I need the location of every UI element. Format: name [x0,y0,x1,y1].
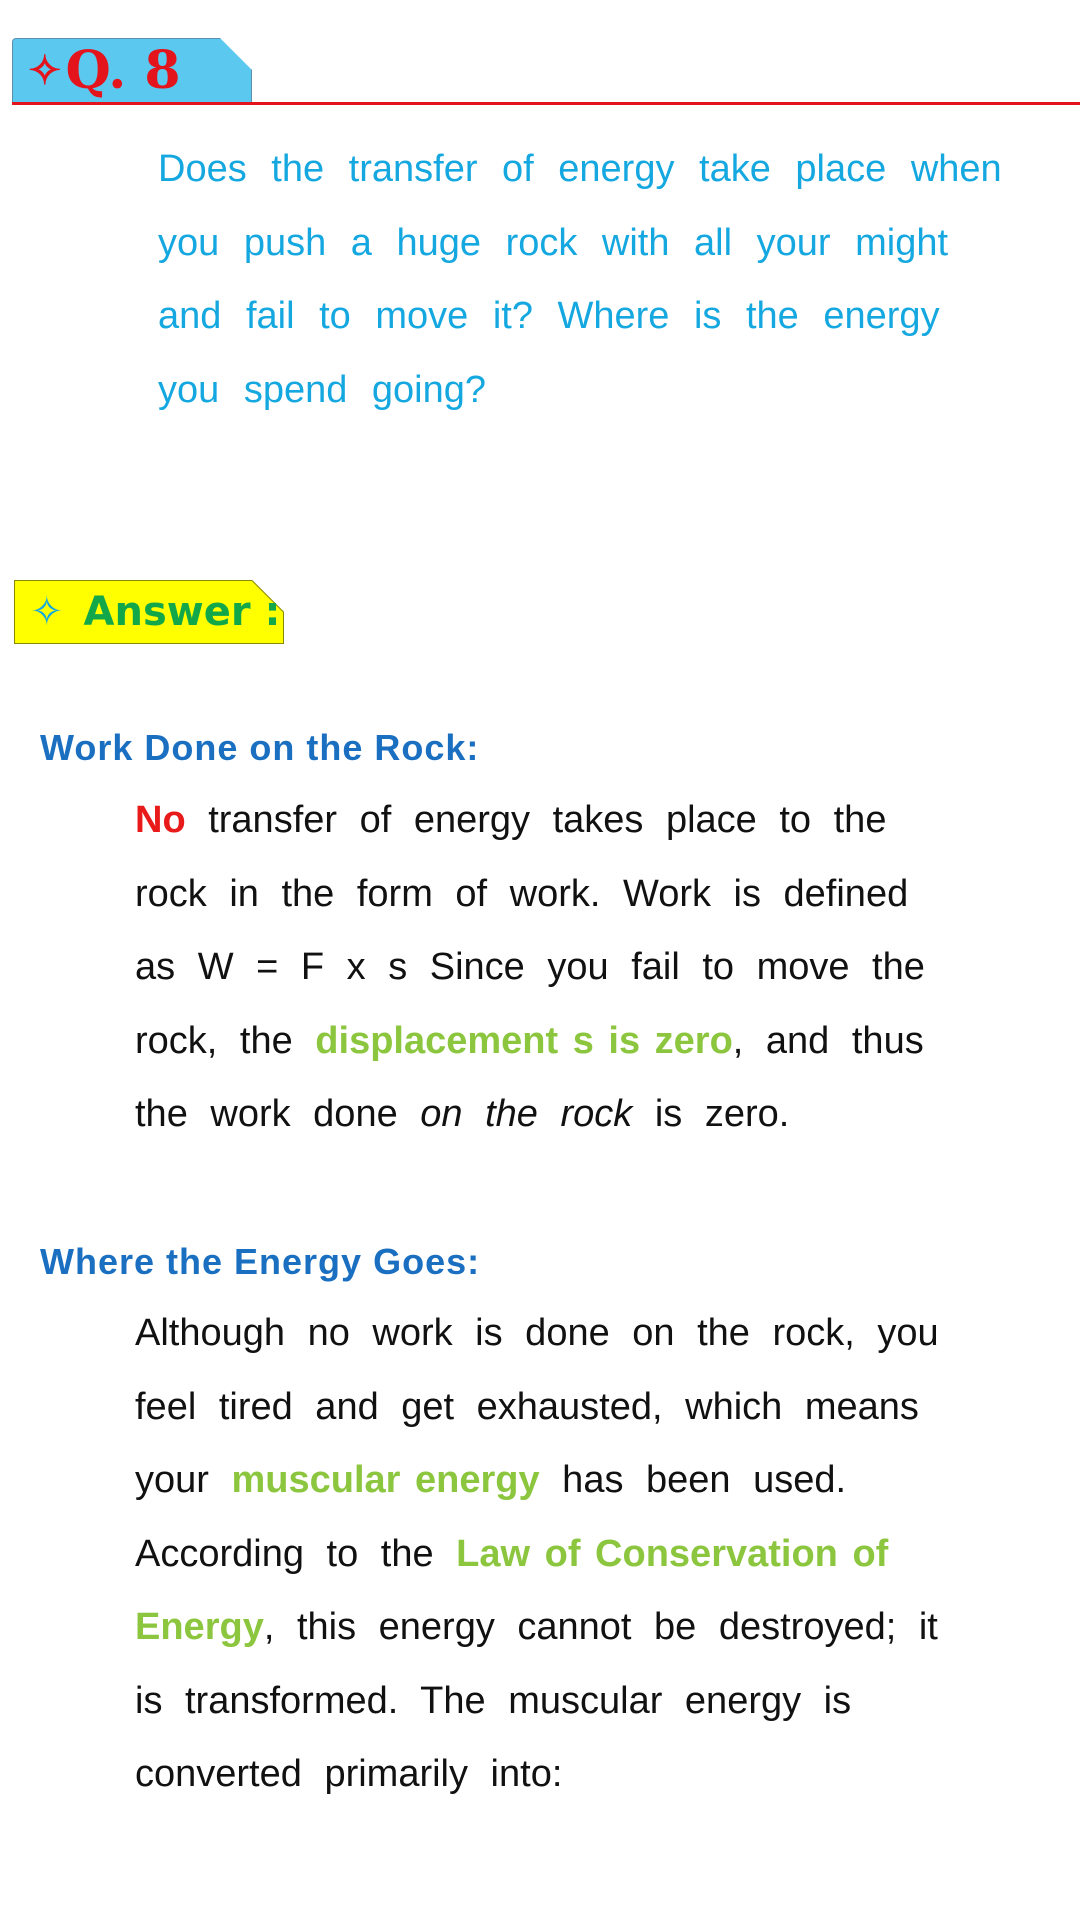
body-line: the work done on the rock is zero. [135,1093,790,1135]
question-label [28,38,181,102]
question-line: Does the transfer of energy take place when [158,148,1002,190]
body-line: your muscular energy has been used. [135,1459,847,1501]
body-line: is transformed. The muscular energy is [135,1679,852,1722]
answer-label [30,580,281,644]
answer-title: Answer : [83,589,281,635]
body-line: According to the Law of Conservation of [135,1532,889,1575]
body-line: rock, the displacement s is zero, and thus [135,1019,924,1062]
italic-phrase: on the rock [420,1093,633,1135]
question-divider [12,102,1080,105]
emphasis-no: No [135,799,186,841]
body-line: Although no work is done on the rock, you [135,1312,939,1354]
question-line: you spend going? [158,368,487,411]
body-line: feel tired and get exhausted, which means [135,1385,919,1428]
body-line: as W = F x s Since you fail to move the [135,946,925,988]
question-text [158,133,1068,427]
section-body-energy-goes [135,1297,1055,1812]
four-point-star-icon: ✧ [28,46,62,94]
question-line: and fail to move it? Where is the energy [158,295,940,337]
question-number: Q. 8 [65,39,181,101]
highlight-term: muscular energy [231,1459,540,1501]
body-line: Energy, this energy cannot be destroyed; it [135,1606,938,1648]
body-line: rock in the form of work. Work is defined [135,872,909,915]
highlight-term: Energy [135,1606,264,1648]
highlight-term: displacement s is zero [315,1019,733,1062]
section-heading-energy-goes: Where the Energy Goes: [40,1241,481,1282]
section-heading-work-done: Work Done on the Rock: [40,727,480,768]
highlight-term: Law of Conservation of [456,1532,889,1575]
four-point-star-icon: ✧ [30,589,64,635]
body-line: converted primarily into: [135,1753,563,1795]
question-line: you push a huge rock with all your might [158,221,949,264]
section-body-work-done [135,784,1055,1152]
body-line: No transfer of energy takes place to the [135,799,887,841]
